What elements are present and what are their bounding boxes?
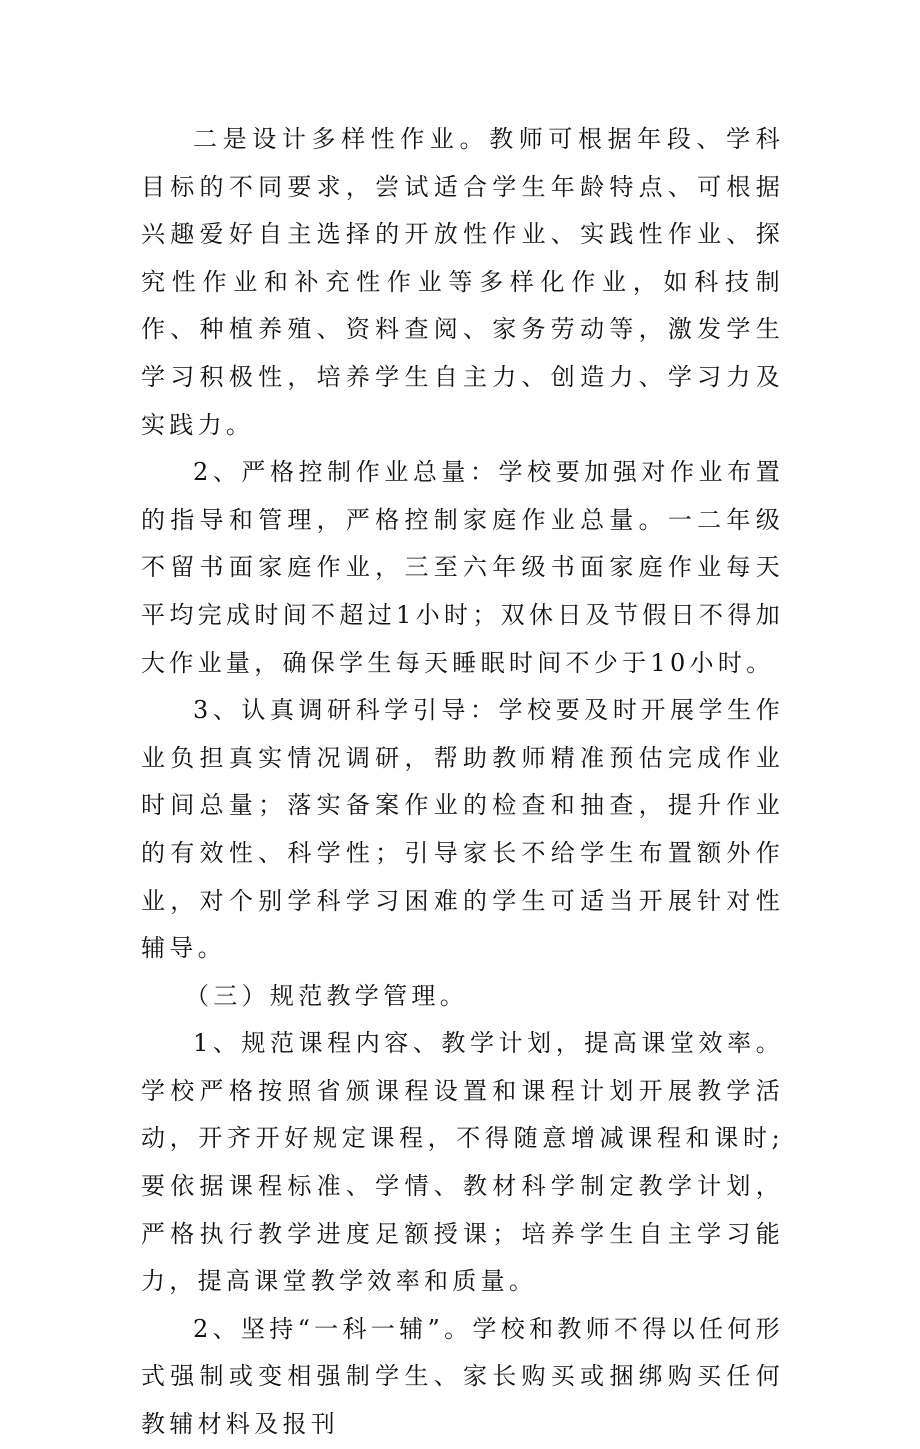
paragraph-diverse-homework: 二是设计多样性作业。教师可根据年段、学科目标的不同要求，尝试适合学生年龄特点、可根据兴趣爱好自主选择的开放性作业、实践性作业、探究性作业和补充性作业等多样化作业，如科技制作、种植养殖、资料查阅、家务劳动等，激发学生学习积极性，培养学生自主力、创造力、学习力及实践力。 <box>141 125 784 439</box>
paragraph-research-guidance: 3、认真调研科学引导：学校要及时开展学生作业负担真实情况调研，帮助教师精准预估完成作业时间总量；落实备案作业的检查和抽查，提升作业的有效性、科学性；引导家长不给学生布置额外作业，对个别学科学习困难的学生可适当开展针对性辅导。 <box>141 696 784 963</box>
paragraph-curriculum-plan: 1、规范课程内容、教学计划，提高课堂效率。学校严格按照省颁课程设置和课程计划开展教学活动，开齐开好规定课程，不得随意增减课程和课时;要依据课程标准、学情、教材科学制定教学计划，严格执行教学进度足额授课；培养学生自主学习能力，提高课堂教学效率和质量。 <box>141 1029 784 1296</box>
section-heading-teaching-management: （三）规范教学管理。 <box>185 981 468 1010</box>
document-body <box>141 116 784 1449</box>
paragraph-homework-total: 2、严格控制作业总量：学校要加强对作业布置的指导和管理，严格控制家庭作业总量。一二年级不留书面家庭作业，三至六年级书面家庭作业每天平均完成时间不超过1小时；双休日及节假日不得加大作业量，确保学生每天睡眠时间不少于10小时。 <box>141 458 784 677</box>
paragraph-one-subject-one-aid: 2、坚持“一科一辅”。学校和教师不得以任何形式强制或变相强制学生、家长购买或捆绑购买任何教辅材料及报刊 <box>141 1314 784 1439</box>
